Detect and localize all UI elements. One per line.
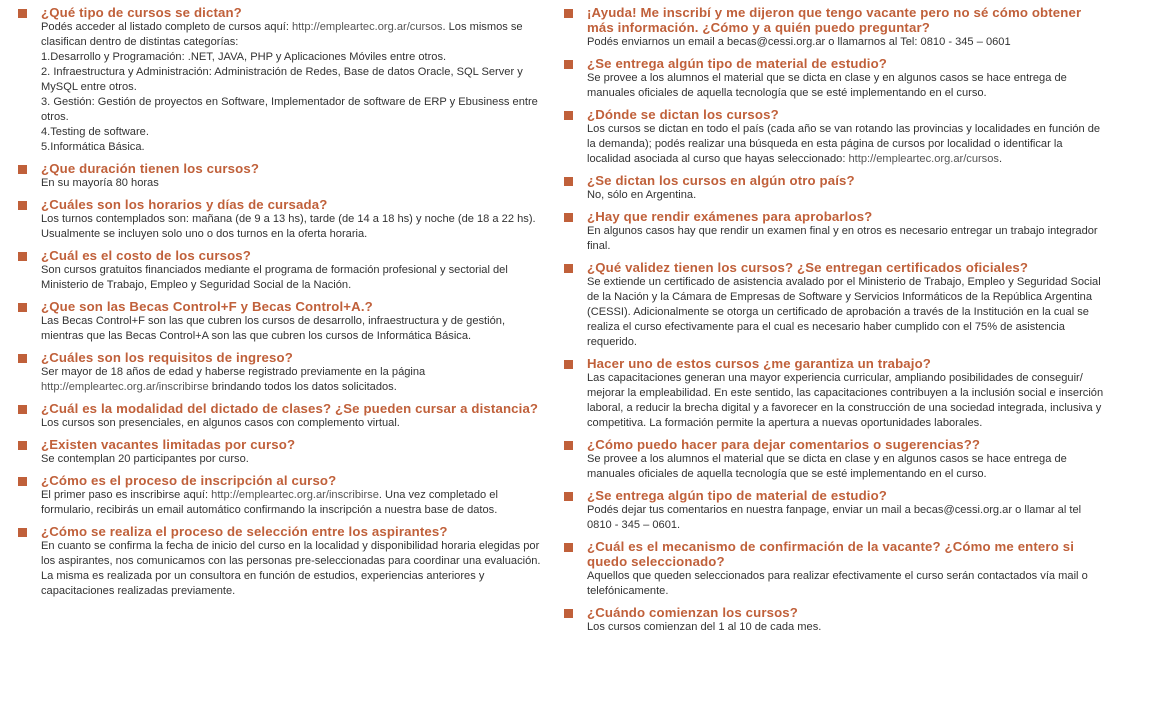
faq-item — [564, 437, 1104, 482]
faq-content — [587, 5, 1104, 50]
answer-line — [587, 503, 1104, 533]
faq-item — [564, 209, 1104, 254]
answer-line — [41, 125, 543, 140]
faq-content — [41, 524, 543, 599]
faq-answer — [41, 263, 543, 293]
faq-item — [564, 5, 1104, 50]
faq-question: ¿Cuáles son los horarios y días de cursada? — [41, 197, 328, 212]
bullet-square-icon — [564, 111, 573, 120]
faq-item — [18, 299, 543, 344]
faq-content — [587, 488, 1104, 533]
faq-content — [41, 350, 543, 395]
answer-text: En algunos casos hay que rendir un examen final y en otros es necesario entregar un trabajo integrador final. — [587, 225, 1098, 252]
answer-line — [41, 416, 543, 431]
faq-answer — [41, 212, 543, 242]
link[interactable]: http://empleartec.org.ar/inscribirse — [41, 381, 209, 393]
faq-answer — [41, 20, 543, 155]
faq-question: ¿Que son las Becas Control+F y Becas Control+A.? — [41, 299, 373, 314]
answer-text: 4.Testing de software. — [41, 126, 149, 138]
answer-text: Los cursos comienzan del 1 al 10 de cada mes. — [587, 621, 822, 633]
faq-content — [587, 260, 1104, 350]
faq-answer — [41, 488, 543, 518]
answer-text: No, sólo en Argentina. — [587, 189, 697, 201]
faq-answer — [41, 539, 543, 599]
faq-column-right — [564, 5, 1104, 641]
answer-text: Los cursos son presenciales, en algunos casos con complemento virtual. — [41, 417, 400, 429]
answer-line — [587, 71, 1104, 101]
faq-question: Hacer uno de estos cursos ¿me garantiza un trabajo? — [587, 356, 932, 371]
faq-content — [587, 209, 1104, 254]
faq-answer — [587, 452, 1104, 482]
faq-question: ¿Se entrega algún tipo de material de estudio? — [587, 56, 888, 71]
faq-answer — [41, 416, 543, 431]
faq-answer — [41, 176, 543, 191]
faq-question: ¿Cuándo comienzan los cursos? — [587, 605, 798, 620]
answer-text: En cuanto se confirma la fecha de inicio del curso en la localidad y disponibilidad horaria elegidas por los aspirantes, nos comunicamos con las personas pre-seleccionadas para coordinar una evaluación. La misma es realizada por un consultora en función de estudios, experiencias anteriores y capacitaciones realizadas previamente. — [41, 540, 541, 597]
answer-text: Se contemplan 20 participantes por curso. — [41, 453, 249, 465]
answer-line — [587, 122, 1104, 167]
faq-question: ¿Hay que rendir exámenes para aprobarlos? — [587, 209, 873, 224]
faq-item — [564, 260, 1104, 350]
answer-text: En su mayoría 80 horas — [41, 177, 159, 189]
bullet-square-icon — [18, 252, 27, 261]
bullet-square-icon — [18, 9, 27, 18]
answer-text: Podés enviarnos un email a becas@cessi.org.ar o llamarnos al Tel: 0810 - 345 – 0601 — [587, 36, 1011, 48]
faq-content — [41, 248, 543, 293]
faq-content — [587, 173, 1104, 203]
faq-question: ¿Qué validez tienen los cursos? ¿Se entregan certificados oficiales? — [587, 260, 1029, 275]
answer-line — [41, 176, 543, 191]
faq-content — [41, 5, 543, 155]
faq-content — [587, 539, 1104, 599]
answer-text: 2. Infraestructura y Administración: Administración de Redes, Base de datos Oracle, SQL Server y MySQL entre otros. — [41, 66, 523, 93]
faq-question: ¿Cuál es el costo de los cursos? — [41, 248, 251, 263]
answer-text: Las capacitaciones generan una mayor experiencia curricular, ampliando posibilidades de conseguir/ mejorar la empleabilidad. En este sentido, las capacitaciones contribuyen a la inclusión social e inserción laboral, a reducir la brecha digital y a favorecer en la construcción de una sociedad integrada, inclusiva y competitiva. La formación permite la apertura a nuevas oportunidades laborales. — [587, 372, 1104, 429]
faq-answer — [587, 371, 1104, 431]
faq-content — [587, 356, 1104, 431]
bullet-square-icon — [18, 165, 27, 174]
bullet-square-icon — [18, 303, 27, 312]
answer-line — [41, 212, 543, 242]
answer-text: Las Becas Control+F son las que cubren los cursos de desarrollo, infraestructura y de gestión, mientras que las Becas Control+A son las que cubren los cursos de Informática Básica. — [41, 315, 506, 342]
answer-text: El primer paso es inscribirse aquí: — [41, 489, 212, 501]
faq-answer — [587, 503, 1104, 533]
answer-text: Podés dejar tus comentarios en nuestra fanpage, enviar un mail a becas@cessi.org.ar o llamar al tel 0810 - 345 – 0601. — [587, 504, 1082, 531]
faq-item — [564, 107, 1104, 167]
answer-text: Aquellos que queden seleccionados para realizar efectivamente el curso serán contactados vía mail o telefónicamente. — [587, 570, 1088, 597]
answer-line — [587, 452, 1104, 482]
faq-answer — [587, 620, 1104, 635]
link[interactable]: http://empleartec.org.ar/cursos — [292, 21, 443, 33]
faq-content — [587, 437, 1104, 482]
answer-line — [41, 314, 543, 344]
bullet-square-icon — [564, 609, 573, 618]
faq-content — [587, 56, 1104, 101]
bullet-square-icon — [18, 528, 27, 537]
bullet-square-icon — [564, 213, 573, 222]
faq-column-left — [18, 5, 543, 605]
answer-text: Se extiende un certificado de asistencia avalado por el Ministerio de Trabajo, Empleo y Seguridad Social de la Nación y la Cámara de Empresas de Software y Servicios Informáticos de la República Argentina (CESSI). Adicionalmente se otorga un certificado de aprobación a través de la Institución en la cual se realiza el curso efectivamente para el cual es necesario haber cumplido con el 75% de asistencia requerido. — [587, 276, 1101, 348]
answer-text: Son cursos gratuitos financiados mediante el programa de formación profesional y sectorial del Ministerio de Trabajo, Empleo y Seguridad Social de la Nación. — [41, 264, 508, 291]
bullet-square-icon — [564, 264, 573, 273]
faq-item — [18, 524, 543, 599]
answer-line — [587, 371, 1104, 431]
faq-question: ¿Cuáles son los requisitos de ingreso? — [41, 350, 293, 365]
faq-content — [41, 161, 543, 191]
answer-line — [587, 620, 1104, 635]
faq-item — [18, 350, 543, 395]
faq-item — [18, 437, 543, 467]
answer-text: Podés acceder al listado completo de cursos aquí: — [41, 21, 292, 33]
answer-text: . — [998, 153, 1003, 165]
faq-answer — [587, 122, 1104, 167]
faq-question: ¡Ayuda! Me inscribí y me dijeron que tengo vacante pero no sé cómo obtener más información. ¿Cómo y a quién puedo preguntar? — [587, 5, 1082, 35]
bullet-square-icon — [564, 492, 573, 501]
answer-text: . Los mismos se clasifican dentro de distintas categorías: — [41, 21, 523, 48]
answer-text: Los turnos contemplados son: mañana (de 9 a 13 hs), tarde (de 14 a 18 hs) y noche (de 18 a 22 hs). Usualmente se incluyen solo uno o dos turnos en la oferta horaria. — [41, 213, 536, 240]
faq-question: ¿Cómo se realiza el proceso de selección entre los aspirantes? — [41, 524, 448, 539]
faq-content — [41, 299, 543, 344]
answer-line — [41, 140, 543, 155]
faq-question: ¿Existen vacantes limitadas por curso? — [41, 437, 296, 452]
bullet-square-icon — [18, 441, 27, 450]
faq-answer — [41, 314, 543, 344]
bullet-square-icon — [18, 477, 27, 486]
bullet-square-icon — [18, 405, 27, 414]
faq-item — [18, 248, 543, 293]
faq-content — [41, 197, 543, 242]
faq-answer — [587, 35, 1104, 50]
link[interactable]: http://empleartec.org.ar/inscribirse — [211, 489, 379, 501]
answer-text: Se provee a los alumnos el material que se dicta en clase y en algunos casos se hace entrega de manuales oficiales de aquella tecnología que se esté implementando en el curso. — [587, 72, 1067, 99]
faq-item — [18, 401, 543, 431]
faq-question: ¿Qué tipo de cursos se dictan? — [41, 5, 242, 20]
faq-item — [18, 473, 543, 518]
answer-line — [41, 539, 543, 599]
faq-item — [564, 56, 1104, 101]
answer-line — [41, 488, 543, 518]
answer-line — [41, 50, 543, 65]
answer-line — [41, 20, 543, 50]
faq-answer — [587, 71, 1104, 101]
faq-content — [41, 473, 543, 518]
answer-text: Los cursos se dictan en todo el país (cada año se van rotando las provincias y localidades en función de la demanda); podés realizar una búsqueda en esta página de cursos por localidad o identificar la localidad asociada al curso que hayas seleccionado: — [587, 123, 1101, 165]
faq-answer — [41, 452, 543, 467]
link[interactable]: http://empleartec.org.ar/cursos — [848, 153, 999, 165]
answer-line — [587, 569, 1104, 599]
answer-line — [587, 188, 1104, 203]
answer-line — [41, 95, 543, 125]
answer-text: 3. Gestión: Gestión de proyectos en Software, Implementador de software de ERP y Ebusiness entre otros. — [41, 96, 538, 123]
answer-line — [41, 65, 543, 95]
faq-answer — [587, 569, 1104, 599]
faq-question: ¿Se dictan los cursos en algún otro país? — [587, 173, 855, 188]
bullet-square-icon — [564, 360, 573, 369]
faq-item — [564, 173, 1104, 203]
answer-line — [41, 452, 543, 467]
bullet-square-icon — [18, 354, 27, 363]
answer-text: 1.Desarrollo y Programación: .NET, JAVA, PHP y Aplicaciones Móviles entre otros. — [41, 51, 447, 63]
faq-question: ¿Cuál es el mecanismo de confirmación de la vacante? ¿Cómo me entero si quedo seleccionado? — [587, 539, 1075, 569]
faq-item — [564, 539, 1104, 599]
faq-content — [587, 605, 1104, 635]
faq-item — [564, 356, 1104, 431]
faq-answer — [587, 188, 1104, 203]
bullet-square-icon — [564, 177, 573, 186]
bullet-square-icon — [18, 201, 27, 210]
answer-line — [587, 275, 1104, 350]
answer-text: Se provee a los alumnos el material que se dicta en clase y en algunos casos se hace entrega de manuales oficiales de aquella tecnología que se esté implementando en el curso. — [587, 453, 1067, 480]
bullet-square-icon — [564, 60, 573, 69]
faq-answer — [587, 275, 1104, 350]
faq-question: ¿Cómo puedo hacer para dejar comentarios o sugerencias?? — [587, 437, 981, 452]
bullet-square-icon — [564, 9, 573, 18]
faq-item — [18, 197, 543, 242]
answer-line — [41, 365, 543, 395]
faq-item — [564, 605, 1104, 635]
faq-question: ¿Se entrega algún tipo de material de estudio? — [587, 488, 888, 503]
faq-question: ¿Cómo es el proceso de inscripción al curso? — [41, 473, 337, 488]
answer-text: 5.Informática Básica. — [41, 141, 145, 153]
answer-text: brindando todos los datos solicitados. — [208, 381, 397, 393]
answer-line — [587, 224, 1104, 254]
faq-content — [41, 437, 543, 467]
faq-question: ¿Que duración tienen los cursos? — [41, 161, 260, 176]
faq-item — [564, 488, 1104, 533]
faq-answer — [587, 224, 1104, 254]
faq-item — [18, 161, 543, 191]
bullet-square-icon — [564, 543, 573, 552]
answer-text: Ser mayor de 18 años de edad y haberse registrado previamente en la página — [41, 366, 426, 378]
bullet-square-icon — [564, 441, 573, 450]
faq-answer — [41, 365, 543, 395]
faq-question: ¿Dónde se dictan los cursos? — [587, 107, 779, 122]
faq-question: ¿Cuál es la modalidad del dictado de clases? ¿Se pueden cursar a distancia? — [41, 401, 539, 416]
answer-text: . Una vez completado el formulario, recibirás un email automático confirmando la inscripción a nuestra base de datos. — [41, 489, 498, 516]
answer-line — [41, 263, 543, 293]
faq-content — [41, 401, 543, 431]
faq-item — [18, 5, 543, 155]
answer-line — [587, 35, 1104, 50]
faq-content — [587, 107, 1104, 167]
